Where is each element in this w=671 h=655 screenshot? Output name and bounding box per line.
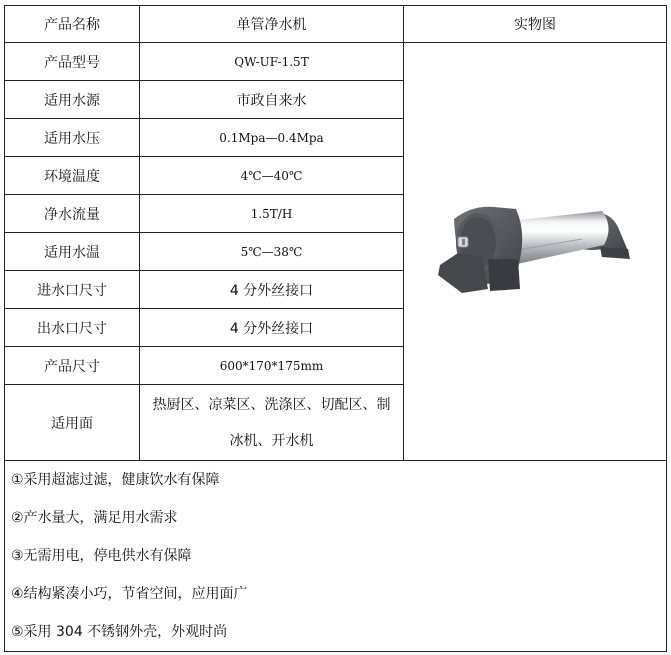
spec-value: 5℃—38℃ bbox=[140, 233, 404, 271]
spec-label: 环境温度 bbox=[5, 157, 140, 195]
spec-label: 净水流量 bbox=[5, 195, 140, 233]
spec-value: 4 分外丝接口 bbox=[140, 271, 404, 309]
apply-line-1: 热厨区、凉菜区、洗涤区、切配区、制 bbox=[152, 396, 391, 413]
spec-value bbox=[140, 385, 404, 461]
header-name-label: 产品名称 bbox=[5, 6, 140, 43]
spec-label: 适用面 bbox=[5, 385, 140, 461]
header-product-name: 单管净水机 bbox=[140, 6, 404, 43]
notes-row bbox=[5, 461, 667, 652]
spec-label: 适用水源 bbox=[5, 81, 140, 119]
photo-cell bbox=[404, 43, 667, 461]
water-purifier-image bbox=[432, 193, 638, 303]
spec-value: 0.1Mpa—0.4Mpa bbox=[140, 119, 404, 157]
spec-label: 出水口尺寸 bbox=[5, 309, 140, 347]
spec-label: 适用水温 bbox=[5, 233, 140, 271]
header-photo-label: 实物图 bbox=[404, 6, 667, 43]
spec-value: 4℃—40℃ bbox=[140, 157, 404, 195]
apply-line-2: 冰机、开水机 bbox=[229, 432, 314, 449]
spec-label: 适用水压 bbox=[5, 119, 140, 157]
header-row bbox=[5, 6, 667, 43]
spec-row bbox=[5, 43, 667, 81]
feature-note: ④结构紧凑小巧，节省空间，应用面广 bbox=[11, 586, 248, 602]
feature-note: ⑤采用 304 不锈钢外壳，外观时尚 bbox=[11, 624, 228, 640]
spec-value: 市政自来水 bbox=[140, 81, 404, 119]
spec-value: 600*170*175mm bbox=[140, 347, 404, 385]
spec-value: 1.5T/H bbox=[140, 195, 404, 233]
feature-note: ③无需用电，停电供水有保障 bbox=[11, 548, 192, 564]
feature-note: ①采用超滤过滤，健康饮水有保障 bbox=[11, 472, 220, 488]
spec-label: 产品尺寸 bbox=[5, 347, 140, 385]
spec-label: 产品型号 bbox=[5, 43, 140, 81]
notes-cell bbox=[5, 461, 667, 652]
spec-label: 进水口尺寸 bbox=[5, 271, 140, 309]
spec-value: QW-UF-1.5T bbox=[140, 43, 404, 81]
spec-value: 4 分外丝接口 bbox=[140, 309, 404, 347]
feature-note: ②产水量大，满足用水需求 bbox=[11, 510, 178, 526]
spec-table bbox=[4, 5, 667, 652]
